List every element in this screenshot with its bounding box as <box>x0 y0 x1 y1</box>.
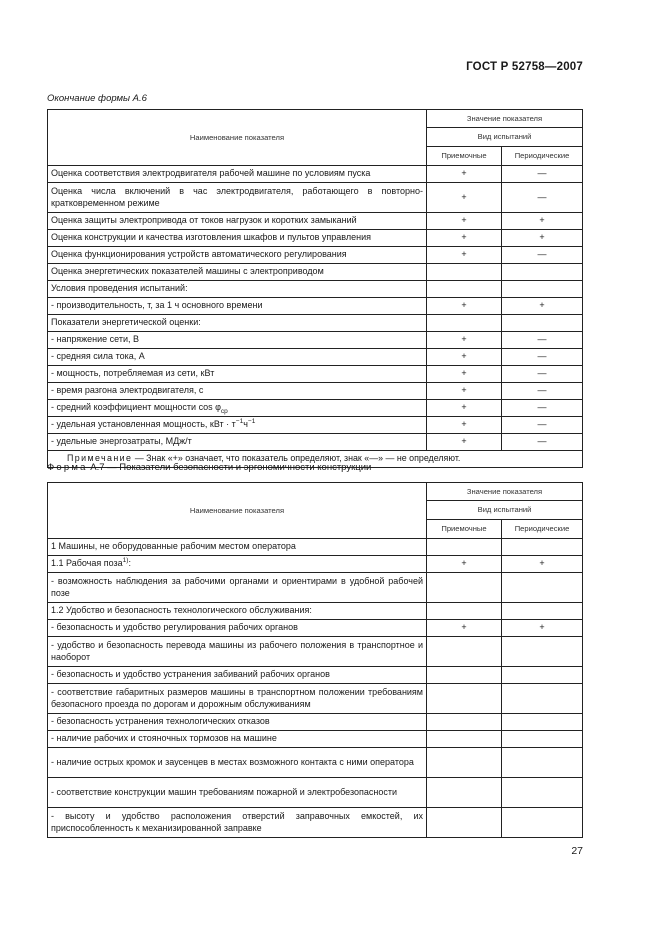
acceptance-mark <box>427 731 502 748</box>
periodic-mark <box>502 778 583 808</box>
table-row <box>48 400 583 417</box>
acceptance-mark: + <box>427 383 502 400</box>
indicator-name-name: - время разгона электродвигателя, с <box>51 385 204 396</box>
periodic-mark: + <box>502 556 583 573</box>
indicator-name-sup1: −1 <box>235 418 244 426</box>
table-row <box>48 349 583 366</box>
indicator-name-name: - соответствие конструкции машин требованиям пожарной и электробезопасности <box>51 786 397 797</box>
periodic-mark: — <box>502 434 583 451</box>
periodic-mark: — <box>502 366 583 383</box>
table-row <box>48 247 583 264</box>
indicator-name <box>48 213 427 230</box>
periodic-mark <box>502 714 583 731</box>
acceptance-mark: + <box>427 183 502 213</box>
indicator-name-name: - наличие острых кромок и заусенцев в местах возможного контакта с ними оператора <box>51 756 414 767</box>
indicator-name-name: Оценка защиты электропривода от токов нагрузок и коротких замыканий <box>51 215 357 226</box>
indicator-name <box>48 366 427 383</box>
indicator-name <box>48 539 427 556</box>
indicator-name-sup1: 1) <box>122 557 129 565</box>
table-row <box>48 264 583 281</box>
indicator-name-name: Оценка числа включений в час электродвигателя, работающего в повторно-кратковременном режиме <box>51 186 423 208</box>
header-periodic: Периодические <box>502 147 583 166</box>
indicator-name <box>48 620 427 637</box>
header-indicator-value: Значение показателя <box>427 483 583 501</box>
indicator-name-name: - безопасность и удобство устранения забиваний рабочих органов <box>51 669 330 680</box>
periodic-mark: — <box>502 349 583 366</box>
acceptance-mark: + <box>427 417 502 434</box>
acceptance-mark: + <box>427 349 502 366</box>
indicator-name <box>48 332 427 349</box>
indicator-name-name: - мощность, потребляемая из сети, кВт <box>51 368 215 379</box>
acceptance-mark: + <box>427 556 502 573</box>
table-row <box>48 748 583 778</box>
indicator-name <box>48 230 427 247</box>
page-number: 27 <box>571 845 583 857</box>
indicator-name-name: Показатели энергетической оценки: <box>51 317 201 328</box>
table-row <box>48 637 583 667</box>
periodic-mark: + <box>502 620 583 637</box>
indicator-name <box>48 315 427 332</box>
header-indicator-name: Наименование показателя <box>48 483 427 539</box>
table-row <box>48 315 583 332</box>
indicator-name-name: - производительность, т, за 1 ч основного времени <box>51 300 263 311</box>
note-label: Примечание <box>67 453 133 464</box>
periodic-mark: — <box>502 166 583 183</box>
indicator-name-name: - удельные энергозатраты, МДж/т <box>51 436 192 447</box>
periodic-mark: + <box>502 213 583 230</box>
header-acceptance: Приемочные <box>427 520 502 539</box>
indicator-name-name: - напряжение сети, В <box>51 334 140 345</box>
indicator-name <box>48 667 427 684</box>
periodic-mark <box>502 315 583 332</box>
indicator-name-sub: ср <box>220 408 228 416</box>
indicator-name-name: 1 Машины, не оборудованные рабочим местом оператора <box>51 541 296 552</box>
indicator-name-name: - высоту и удобство расположения отверстий заправочных емкостей, их приспособленность к механизированной заправке <box>51 811 423 833</box>
table-row <box>48 684 583 714</box>
indicator-name-name: Оценка конструкции и качества изготовления шкафов и пультов управления <box>51 232 371 243</box>
table2-caption-text: А.7 — Показатели безопасности и эргономичности конструкции <box>87 462 372 473</box>
table-row <box>48 332 583 349</box>
indicator-name <box>48 298 427 315</box>
indicator-name-name: - удельная установленная мощность, кВт · т <box>51 419 236 430</box>
table1-caption: Окончание формы А.6 <box>47 93 147 104</box>
table-row <box>48 230 583 247</box>
indicator-name <box>48 808 427 838</box>
table-row <box>48 556 583 573</box>
acceptance-mark: + <box>427 366 502 383</box>
indicator-name <box>48 778 427 808</box>
table-row <box>48 166 583 183</box>
table2-caption-label: Форма <box>47 462 88 473</box>
indicator-name <box>48 637 427 667</box>
acceptance-mark: + <box>427 620 502 637</box>
indicator-name <box>48 281 427 298</box>
document-id: ГОСТ Р 52758—2007 <box>466 61 583 73</box>
acceptance-mark: + <box>427 247 502 264</box>
indicator-name <box>48 573 427 603</box>
indicator-name-name: 1.1 Рабочая поза <box>51 558 123 569</box>
table-row <box>48 603 583 620</box>
indicator-name <box>48 434 427 451</box>
indicator-name <box>48 684 427 714</box>
table-row <box>48 183 583 213</box>
indicator-name-name: Оценка соответствия электродвигателя рабочей машине по условиям пуска <box>51 168 371 179</box>
periodic-mark <box>502 748 583 778</box>
acceptance-mark <box>427 684 502 714</box>
table2-caption <box>47 462 371 473</box>
indicator-name-sup2: −1 <box>247 418 256 426</box>
periodic-mark: — <box>502 247 583 264</box>
acceptance-mark <box>427 808 502 838</box>
periodic-mark <box>502 603 583 620</box>
note-text: — Знак «+» означает, что показатель определяют, знак «—» — не определяют. <box>132 453 461 464</box>
acceptance-mark: + <box>427 400 502 417</box>
indicator-name-name: - безопасность и удобство регулирования рабочих органов <box>51 622 298 633</box>
indicator-name <box>48 556 427 573</box>
acceptance-mark <box>427 264 502 281</box>
indicator-name-name: Оценка энергетических показателей машины с электроприводом <box>51 266 324 277</box>
acceptance-mark: + <box>427 166 502 183</box>
periodic-mark <box>502 684 583 714</box>
periodic-mark <box>502 808 583 838</box>
table-row <box>48 383 583 400</box>
table-row <box>48 620 583 637</box>
header-acceptance: Приемочные <box>427 147 502 166</box>
periodic-mark: — <box>502 183 583 213</box>
indicator-name <box>48 183 427 213</box>
indicator-name <box>48 748 427 778</box>
periodic-mark <box>502 539 583 556</box>
indicator-name-suffix: : <box>128 558 131 569</box>
indicator-name <box>48 166 427 183</box>
indicator-name <box>48 383 427 400</box>
acceptance-mark <box>427 748 502 778</box>
indicator-name <box>48 349 427 366</box>
periodic-mark <box>502 264 583 281</box>
table-row <box>48 366 583 383</box>
indicator-name-name: - средняя сила тока, А <box>51 351 145 362</box>
periodic-mark: — <box>502 332 583 349</box>
indicator-name <box>48 714 427 731</box>
indicator-name-name: - удобство и безопасность перевода машины из рабочего положения в транспортное и наоборот <box>51 640 423 662</box>
acceptance-mark <box>427 539 502 556</box>
acceptance-mark: + <box>427 213 502 230</box>
table-form-a6-end <box>47 109 583 468</box>
table-row <box>48 417 583 434</box>
indicator-name-name: - средний коэффициент мощности cos φ <box>51 402 221 413</box>
indicator-name-mid: ч <box>243 419 248 430</box>
table-row <box>48 731 583 748</box>
table-row <box>48 298 583 315</box>
periodic-mark <box>502 637 583 667</box>
table-row <box>48 778 583 808</box>
indicator-name <box>48 247 427 264</box>
table-row <box>48 434 583 451</box>
acceptance-mark <box>427 573 502 603</box>
periodic-mark: — <box>502 417 583 434</box>
header-periodic: Периодические <box>502 520 583 539</box>
periodic-mark: + <box>502 230 583 247</box>
header-test-type: Вид испытаний <box>427 128 583 147</box>
acceptance-mark: + <box>427 298 502 315</box>
indicator-name <box>48 731 427 748</box>
table-row <box>48 667 583 684</box>
periodic-mark <box>502 573 583 603</box>
acceptance-mark <box>427 281 502 298</box>
acceptance-mark <box>427 778 502 808</box>
periodic-mark <box>502 281 583 298</box>
table-row <box>48 539 583 556</box>
indicator-name <box>48 264 427 281</box>
acceptance-mark: + <box>427 434 502 451</box>
indicator-name <box>48 417 427 434</box>
indicator-name <box>48 400 427 417</box>
indicator-name-name: - возможность наблюдения за рабочими органами и ориентирами в удобной рабочей позе <box>51 576 423 598</box>
periodic-mark <box>502 731 583 748</box>
acceptance-mark <box>427 603 502 620</box>
header-test-type: Вид испытаний <box>427 501 583 520</box>
indicator-name-name: - соответствие габаритных размеров машины в транспортном положении требованиям безопасного проезда по дорогам и дорожным обслуживаниям <box>51 687 423 709</box>
acceptance-mark <box>427 637 502 667</box>
periodic-mark <box>502 667 583 684</box>
header-indicator-name: Наименование показателя <box>48 110 427 166</box>
indicator-name-name: Условия проведения испытаний: <box>51 283 188 294</box>
acceptance-mark: + <box>427 230 502 247</box>
header-indicator-value: Значение показателя <box>427 110 583 128</box>
table-row <box>48 714 583 731</box>
indicator-name-name: Оценка функционирования устройств автоматического регулирования <box>51 249 347 260</box>
indicator-name-name: - безопасность устранения технологических отказов <box>51 716 270 727</box>
periodic-mark: — <box>502 400 583 417</box>
table-row <box>48 213 583 230</box>
table-row <box>48 281 583 298</box>
indicator-name <box>48 603 427 620</box>
table-row <box>48 573 583 603</box>
acceptance-mark <box>427 315 502 332</box>
periodic-mark: — <box>502 383 583 400</box>
acceptance-mark <box>427 714 502 731</box>
table-row <box>48 808 583 838</box>
periodic-mark: + <box>502 298 583 315</box>
table-form-a7 <box>47 482 583 838</box>
acceptance-mark: + <box>427 332 502 349</box>
acceptance-mark <box>427 667 502 684</box>
indicator-name-name: - наличие рабочих и стояночных тормозов на машине <box>51 733 277 744</box>
indicator-name-name: 1.2 Удобство и безопасность технологического обслуживания: <box>51 605 312 616</box>
